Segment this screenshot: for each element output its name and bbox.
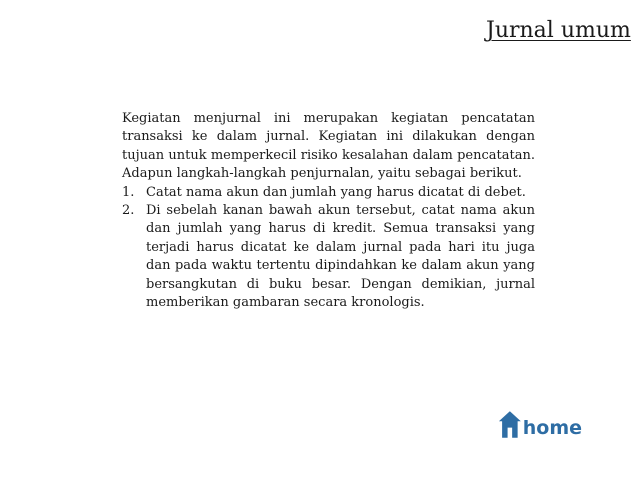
home-label: home	[522, 417, 582, 439]
step-text: Di sebelah kanan bawah akun tersebut, catat nama akun dan jumlah yang harus di kredit. Semua transaksi yang terjadi harus dicatat ke dalam jurnal pada hari itu juga dan pada waktu tertentu dipindahkan ke dalam akun yang bersangkutan di buku besar. Dengan demikian, jurnal memberikan gambaran secara kronologis.	[146, 203, 535, 311]
steps-list	[122, 184, 535, 313]
step-text: Catat nama akun dan jumlah yang harus dicatat di debet.	[146, 184, 526, 200]
slide-title: Jurnal umum	[486, 18, 631, 43]
step-number: 1.	[122, 184, 135, 200]
list-item	[122, 184, 535, 202]
slide-content	[122, 110, 535, 312]
house-icon	[498, 408, 522, 440]
step-number: 2.	[122, 203, 135, 219]
list-item	[122, 202, 535, 312]
intro-paragraph: Kegiatan menjurnal ini merupakan kegiatan pencatatan transaksi ke dalam jurnal. Kegiatan ini dilakukan dengan tujuan untuk memperkecil risiko kesalahan dalam pencatatan. Adapun langkah-langkah penjurnalan, yaitu sebagai berikut.	[122, 111, 535, 182]
home-button[interactable]	[498, 406, 582, 440]
